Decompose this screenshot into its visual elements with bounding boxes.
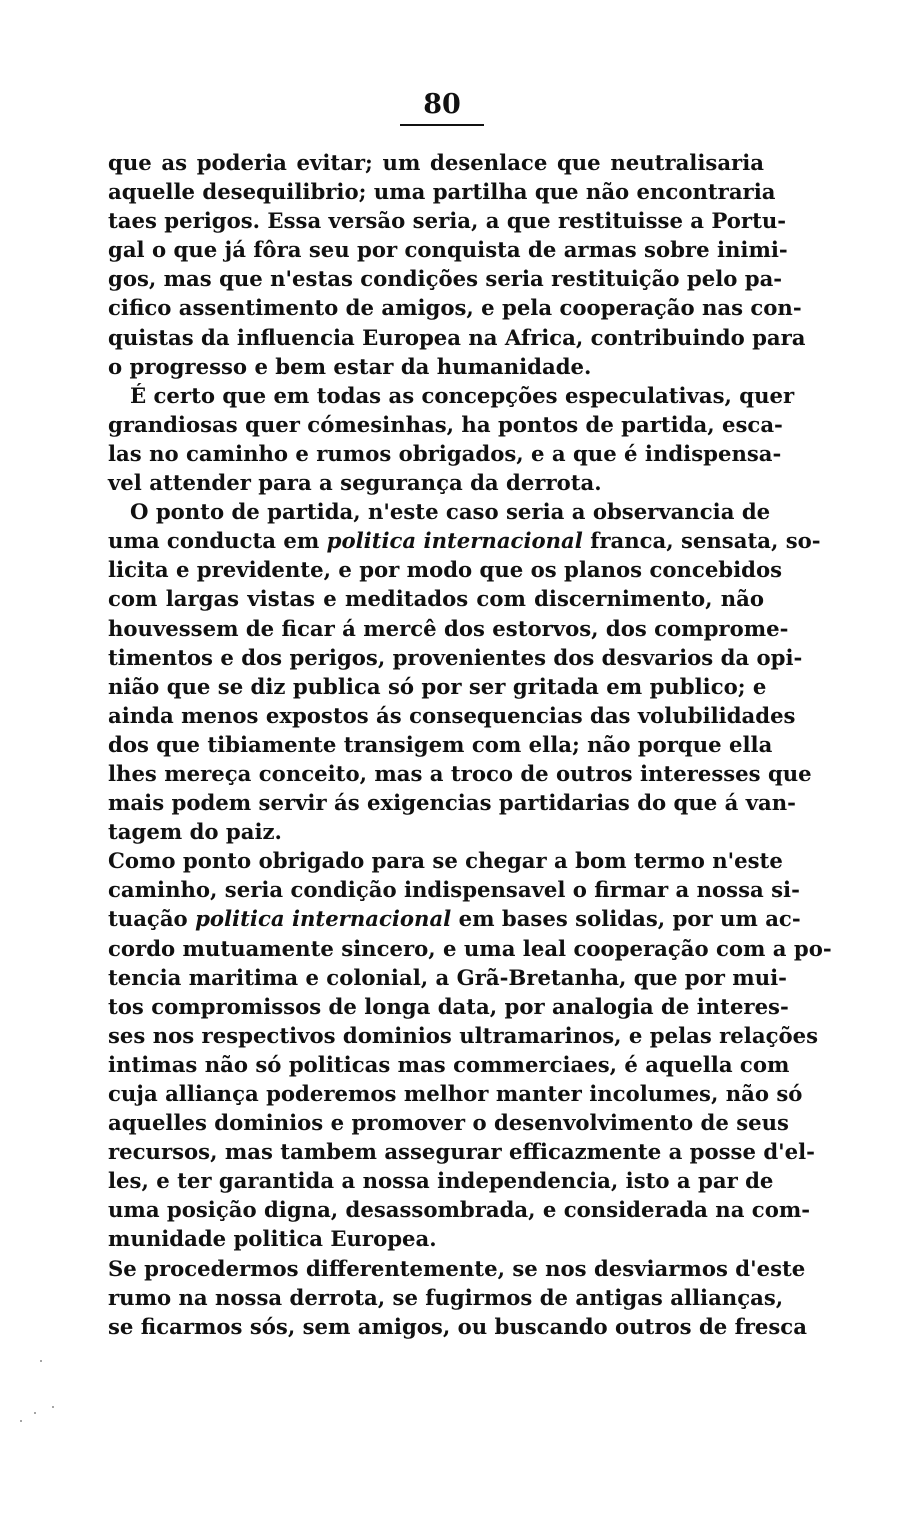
text-line: aquelle desequilibrio; uma partilha que não encontraria	[108, 179, 776, 205]
text-line: gos, mas que n'estas condições seria restituição pelo pa-	[108, 266, 783, 292]
italic-phrase: politica internacional	[326, 528, 583, 554]
text-line	[108, 904, 801, 933]
text-line: les, e ter garantida a nossa independencia, isto a par de	[108, 1168, 774, 1194]
scan-speck	[40, 1360, 42, 1362]
page-number: 80	[423, 89, 461, 120]
text-line	[108, 526, 821, 555]
text-line: las no caminho e rumos obrigados, e a que é indispensa-	[108, 440, 782, 466]
text-line: gal o que já fôra seu por conquista de armas sobre inimi-	[108, 237, 788, 263]
text-line: lhes mereça conceito, mas a troco de outros interesses que	[108, 760, 812, 786]
text-line: cuja alliança poderemos melhor manter incolumes, não só	[108, 1081, 803, 1106]
text-line: aquelles dominios e promover o desenvolvimento de seus	[108, 1110, 789, 1136]
text-line: É certo que em todas as concepções especulativas, quer	[130, 382, 795, 408]
text-line: cifico assentimento de amigos, e pela cooperação nas con-	[108, 295, 802, 321]
italic-phrase: politica internacional	[195, 906, 452, 932]
body-text	[108, 148, 832, 1341]
scan-speck	[20, 1420, 22, 1422]
text-line: que as poderia evitar; um desenlace que neutralisaria	[108, 150, 764, 175]
text-line: com largas vistas e meditados com discernimento, não	[108, 586, 764, 612]
text-line: timentos e dos perigos, provenientes dos desvarios da opi-	[108, 644, 803, 670]
scan-speck	[34, 1412, 36, 1414]
text-segment: em bases solidas, por um ac-	[451, 906, 801, 932]
text-line: mais podem servir ás exigencias partidarias do que á van-	[108, 790, 796, 816]
text-line: rumo na nossa derrota, se fugirmos de antigas allianças,	[108, 1284, 784, 1310]
text-line: ses nos respectivos dominios ultramarinos, e pelas relações	[108, 1022, 819, 1048]
text-line: tagem do paiz.	[108, 819, 282, 845]
text-segment: tuação	[108, 906, 196, 932]
text-line: cordo mutuamente sincero, e uma leal cooperação com a po-	[108, 935, 832, 961]
text-line: nião que se diz publica só por ser gritada em publico; e	[108, 673, 767, 699]
text-line: ainda menos expostos ás consequencias das volubilidades	[108, 702, 796, 728]
text-line: Como ponto obrigado para se chegar a bom termo n'este	[108, 848, 783, 874]
text-line: houvessem de ficar á mercê dos estorvos, dos comprome-	[108, 615, 789, 641]
text-line: Se procedermos differentemente, se nos desviarmos d'este	[108, 1255, 806, 1281]
text-line: intimas não só politicas mas commerciaes, é aquella com	[108, 1051, 790, 1077]
text-line: dos que tibiamente transigem com ella; não porque ella	[108, 731, 773, 757]
text-line: se ficarmos sós, sem amigos, ou buscando outros de fresca	[108, 1313, 807, 1339]
text-line: grandiosas quer cómesinhas, ha pontos de partida, esca-	[108, 411, 783, 437]
text-line: caminho, seria condição indispensavel o firmar a nossa si-	[108, 877, 800, 903]
text-line: taes perigos. Essa versão seria, a que restituisse a Portu-	[108, 208, 787, 234]
text-line: recursos, mas tambem assegurar efficazmente a posse d'el-	[108, 1139, 815, 1165]
page-number-underline	[400, 124, 484, 126]
text-line: quistas da influencia Europea na Africa, contribuindo para	[108, 324, 806, 350]
text-segment: franca, sensata, so-	[582, 528, 821, 554]
scan-speck	[52, 1406, 54, 1408]
text-line: munidade politica Europea.	[108, 1226, 437, 1252]
text-line: uma posição digna, desassombrada, e considerada na com-	[108, 1197, 811, 1223]
text-line: O ponto de partida, n'este caso seria a observancia de	[130, 499, 771, 525]
text-line: licita e previdente, e por modo que os planos concebidos	[108, 557, 783, 583]
text-line: o progresso e bem estar da humanidade.	[108, 353, 592, 379]
text-segment: uma conducta em	[108, 528, 327, 554]
text-line: tencia maritima e colonial, a Grã-Bretanha, que por mui-	[108, 964, 787, 990]
text-line: tos compromissos de longa data, por analogia de interes-	[108, 993, 789, 1019]
text-line: vel attender para a segurança da derrota.	[108, 470, 602, 496]
